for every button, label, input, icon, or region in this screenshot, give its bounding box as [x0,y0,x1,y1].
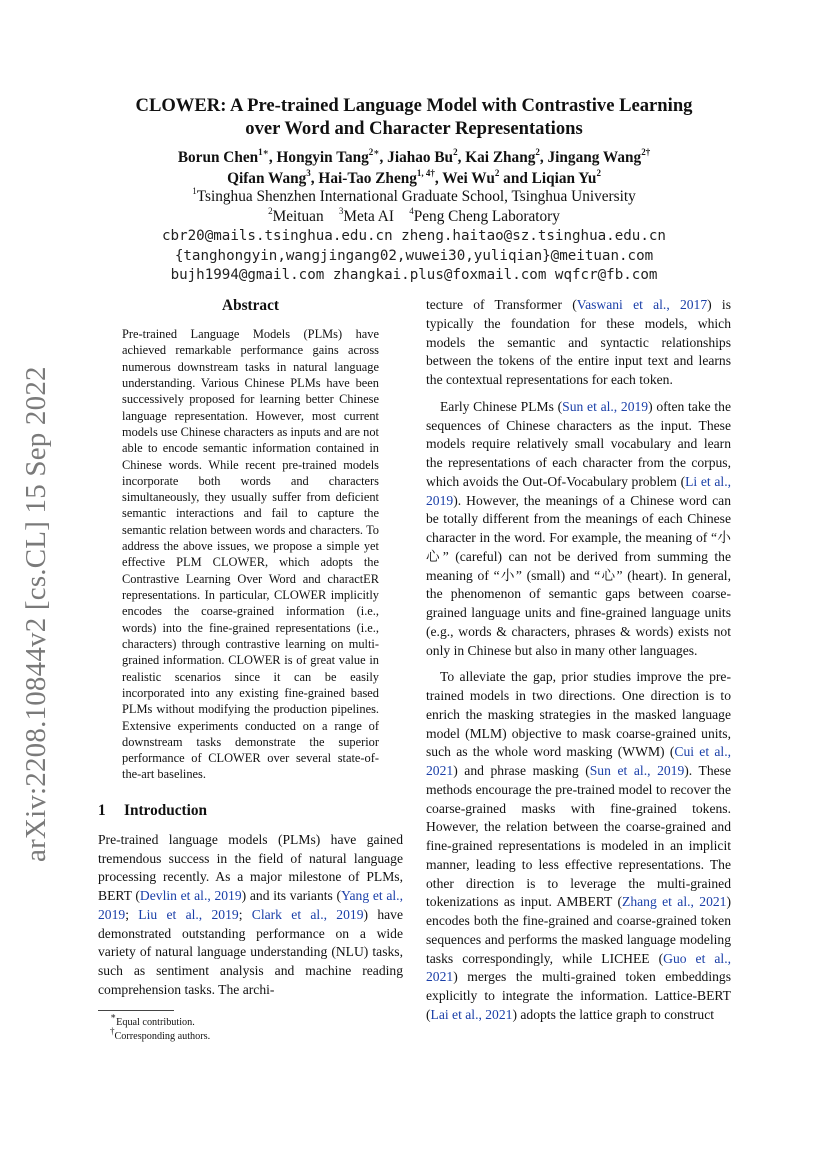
author-separator: , [310,170,319,187]
paper-title [60,94,768,140]
citation-link[interactable]: Cui et al., 2021 [426,744,731,778]
text-run: Early Chinese PLMs ( [440,398,563,414]
author-name: Kai Zhang [465,149,536,166]
author-affiliation-sup: 2 [596,167,601,178]
affiliation-line-1 [60,187,768,207]
affiliation-name: Tsinghua Shenzhen International Graduate School, Tsinghua University [196,188,636,205]
title-line-2: over Word and Character Representations [245,118,583,139]
title-line-1: CLOWER: A Pre-trained Language Model with Contrastive Learning [135,95,693,116]
author-affiliation-sup: 2∗ [368,146,380,157]
text-run: Pre-trained language models (PLMs) have gained tremendous success in the field of natural language processing recently. As a major milestone of PLMs, BERT ( [98,831,403,903]
affiliation-name: Meituan [272,208,339,225]
author-separator: , [379,149,388,166]
author-name: Borun Chen [177,149,259,166]
affiliation-number: 3 [338,205,344,216]
affiliation-name: Meta AI [343,208,410,225]
text-run: ) adopts the lattice graph to construct [512,1006,715,1022]
citation-link[interactable]: Zhang et al., 2021 [622,894,727,910]
footnote-2 [98,1025,403,1045]
text-run: ; [238,906,252,922]
affiliation-number: 4 [409,205,414,216]
right-column [426,296,731,1025]
author-separator: , [268,149,277,166]
citation-link[interactable]: Devlin et al., 2019 [139,888,242,903]
author-separator: , [457,149,466,166]
text-run: ) and phrase masking ( [453,763,590,778]
email-line-3: bujh1994@gmail.com zhangkai.plus@foxmail.com wqfcr@fb.com [170,267,658,283]
author-name: Wei Wu [442,170,495,187]
author-separator: , [539,149,548,166]
citation-link[interactable]: Liu et al., 2019 [138,906,239,922]
footnote-mark: † [110,1025,115,1036]
author-affiliation-sup: 1∗ [258,146,269,157]
footnote-text: Corresponding authors. [114,1031,211,1042]
citation-link[interactable]: Sun et al., 2019 [589,763,685,778]
intro-paragraph-2 [426,398,731,661]
section-heading-introduction [98,801,403,821]
text-run: ) and its variants ( [241,888,342,903]
author-separator: , [434,170,443,187]
affiliation-name: Peng Cheng Laboratory [413,208,560,225]
text-run: ). These methods encourage the pre-trained model to recover the coarse-grained masks with fine-grained tokens. However, the relation between the coarse-grained and fine-grained representations is modeled in an implicit manner, leading to less effective representations. The other direction is to leverage the multi-grained tokenizations as input. AMBERT ( [426,763,731,910]
text-run: ) merges the multi-grained token embeddings explicitly to integrate the information. Lattice-BERT ( [426,969,731,1022]
author-emails [60,227,768,286]
email-line-2: {tanghongyin,wangjingang02,wuwei30,yuliqian}@meituan.com [174,247,654,264]
abstract-body: Pre-trained Language Models (PLMs) have achieved remarkable performance gains across numerous downstream tasks in natural language understanding. Various Chinese PLMs have been successively proposed for learning better Chinese language representation. However, most current models use Chinese characters as inputs and are not able to encode semantic information contained in Chinese words. While recent pre-trained models incorporate both words and characters simultaneously, they usually suffer from deficient semantic interactions and fail to capture the semantic relation between words and characters. To address the above issues, we propose a simple yet effective PLM CLOWER, which adopts the Contrastive Learning Over Word and charactER representations. In particular, CLOWER implicitly encodes the coarse-grained information (i.e., words) into the fine-grained representations (i.e., characters) through contrastive learning on multi-grained information. CLOWER is of great value in realistic scenarios since it can be easily incorporated into any existing fine-grained based PLMs without modifying the production pipelines. Extensive experiments conducted on a range of downstream tasks demonstrate the superior performance of CLOWER over several state-of-the-art baselines. [122,327,379,782]
footnote-text: Equal contribution. [116,1016,195,1028]
citation-link[interactable]: Sun et al., 2019 [562,398,649,414]
author-affiliation-sup: 2 [535,146,540,157]
author-affiliation-sup: 1, 4† [416,167,435,178]
text-run: ; [125,906,139,922]
intro-paragraph-3 [426,668,731,1024]
citation-link[interactable]: Lai et al., 2021 [430,1006,513,1022]
affiliation-line-2 [60,207,768,227]
author-affiliation-sup: 3 [306,167,311,178]
author-list [60,147,768,189]
citation-link[interactable]: Clark et al., 2019 [251,906,364,922]
arxiv-identifier-stamp: arXiv:2208.10844v2 [cs.CL] 15 Sep 2022 [20,366,52,862]
email-line-1: cbr20@mails.tsinghua.edu.cn zheng.haitao@sz.tsinghua.edu.cn [162,228,666,244]
section-number: 1 [98,801,106,819]
text-run: ) encodes both the fine-grained and coarse-grained token sequences and performs the masked language modeling tasks correspondingly, while LICHEE ( [426,894,732,966]
text-run: ) is typically the foundation for these models, which models the semantic and syntactic relationships between the tokens of the entire input text and learns the contextual representations for each token. [426,297,731,387]
author-name: Jingang Wang [547,149,642,166]
author-line-1 [60,147,768,168]
text-run: ) have demonstrated outstanding performance on a wide variety of natural language understanding (NLU) tasks, such as sentiment analysis and machine reading comprehension tasks. The archi- [98,906,403,997]
citation-link[interactable]: Li et al., 2019 [426,473,731,508]
intro-paragraph-1-continued [426,296,731,390]
author-affiliation-sup: 2 [494,167,500,178]
section-title: Introduction [124,801,208,819]
citation-link[interactable]: Guo et al., 2021 [426,950,731,985]
author-name: Hai-Tao Zheng [318,170,417,187]
author-affiliation-sup: 2† [641,146,651,157]
author-name: Jiahao Bu [387,149,454,166]
citation-link[interactable]: Yang et al., 2019 [98,888,403,922]
author-separator: and [499,170,532,187]
citation-link[interactable]: Vaswani et al., 2017 [576,297,708,312]
author-name: Qifan Wang [227,170,307,187]
text-run: tecture of Transformer ( [426,297,577,312]
text-run: ). However, the meanings of a Chinese word can be totally different from the meanings of each Chinese character in the word. For example, the meaning of “小心” (careful) can not be derived from summing the meaning of “小” (small) and “心” (heart). In general, the phenomenon of semantic gaps between coarse-grained language units and fine-grained language units (e.g., words & characters, phrases & words) exists not only in Chinese but also in many other languages. [426,492,731,658]
text-run: To alleviate the gap, prior studies improve the pre-trained models in two directions. One direction is to enrich the masking strategies in the masked language model (MLM) objective to mask coarse-grained units, such as the whole word masking (WWM) ( [426,669,731,760]
intro-paragraph-1 [98,831,403,1000]
footnote-mark: ∗ [110,1011,117,1022]
left-column [98,296,403,1045]
affiliation-number: 2 [268,205,273,216]
author-line-2 [60,168,768,189]
author-name: Hongyin Tang [276,149,369,166]
abstract-heading: Abstract [222,297,279,314]
affiliations [60,187,768,227]
author-affiliation-sup: 2 [453,146,458,157]
footnote-1 [98,1011,403,1031]
affiliation-number: 1 [192,185,197,196]
text-run: ) often take the sequences of Chinese characters as the input. These models require relatively small vocabulary and learn the representations of each character from the corpus, which avoids the Out-Of-Vocabulary problem ( [426,398,731,489]
author-name: Liqian Yu [531,170,597,187]
